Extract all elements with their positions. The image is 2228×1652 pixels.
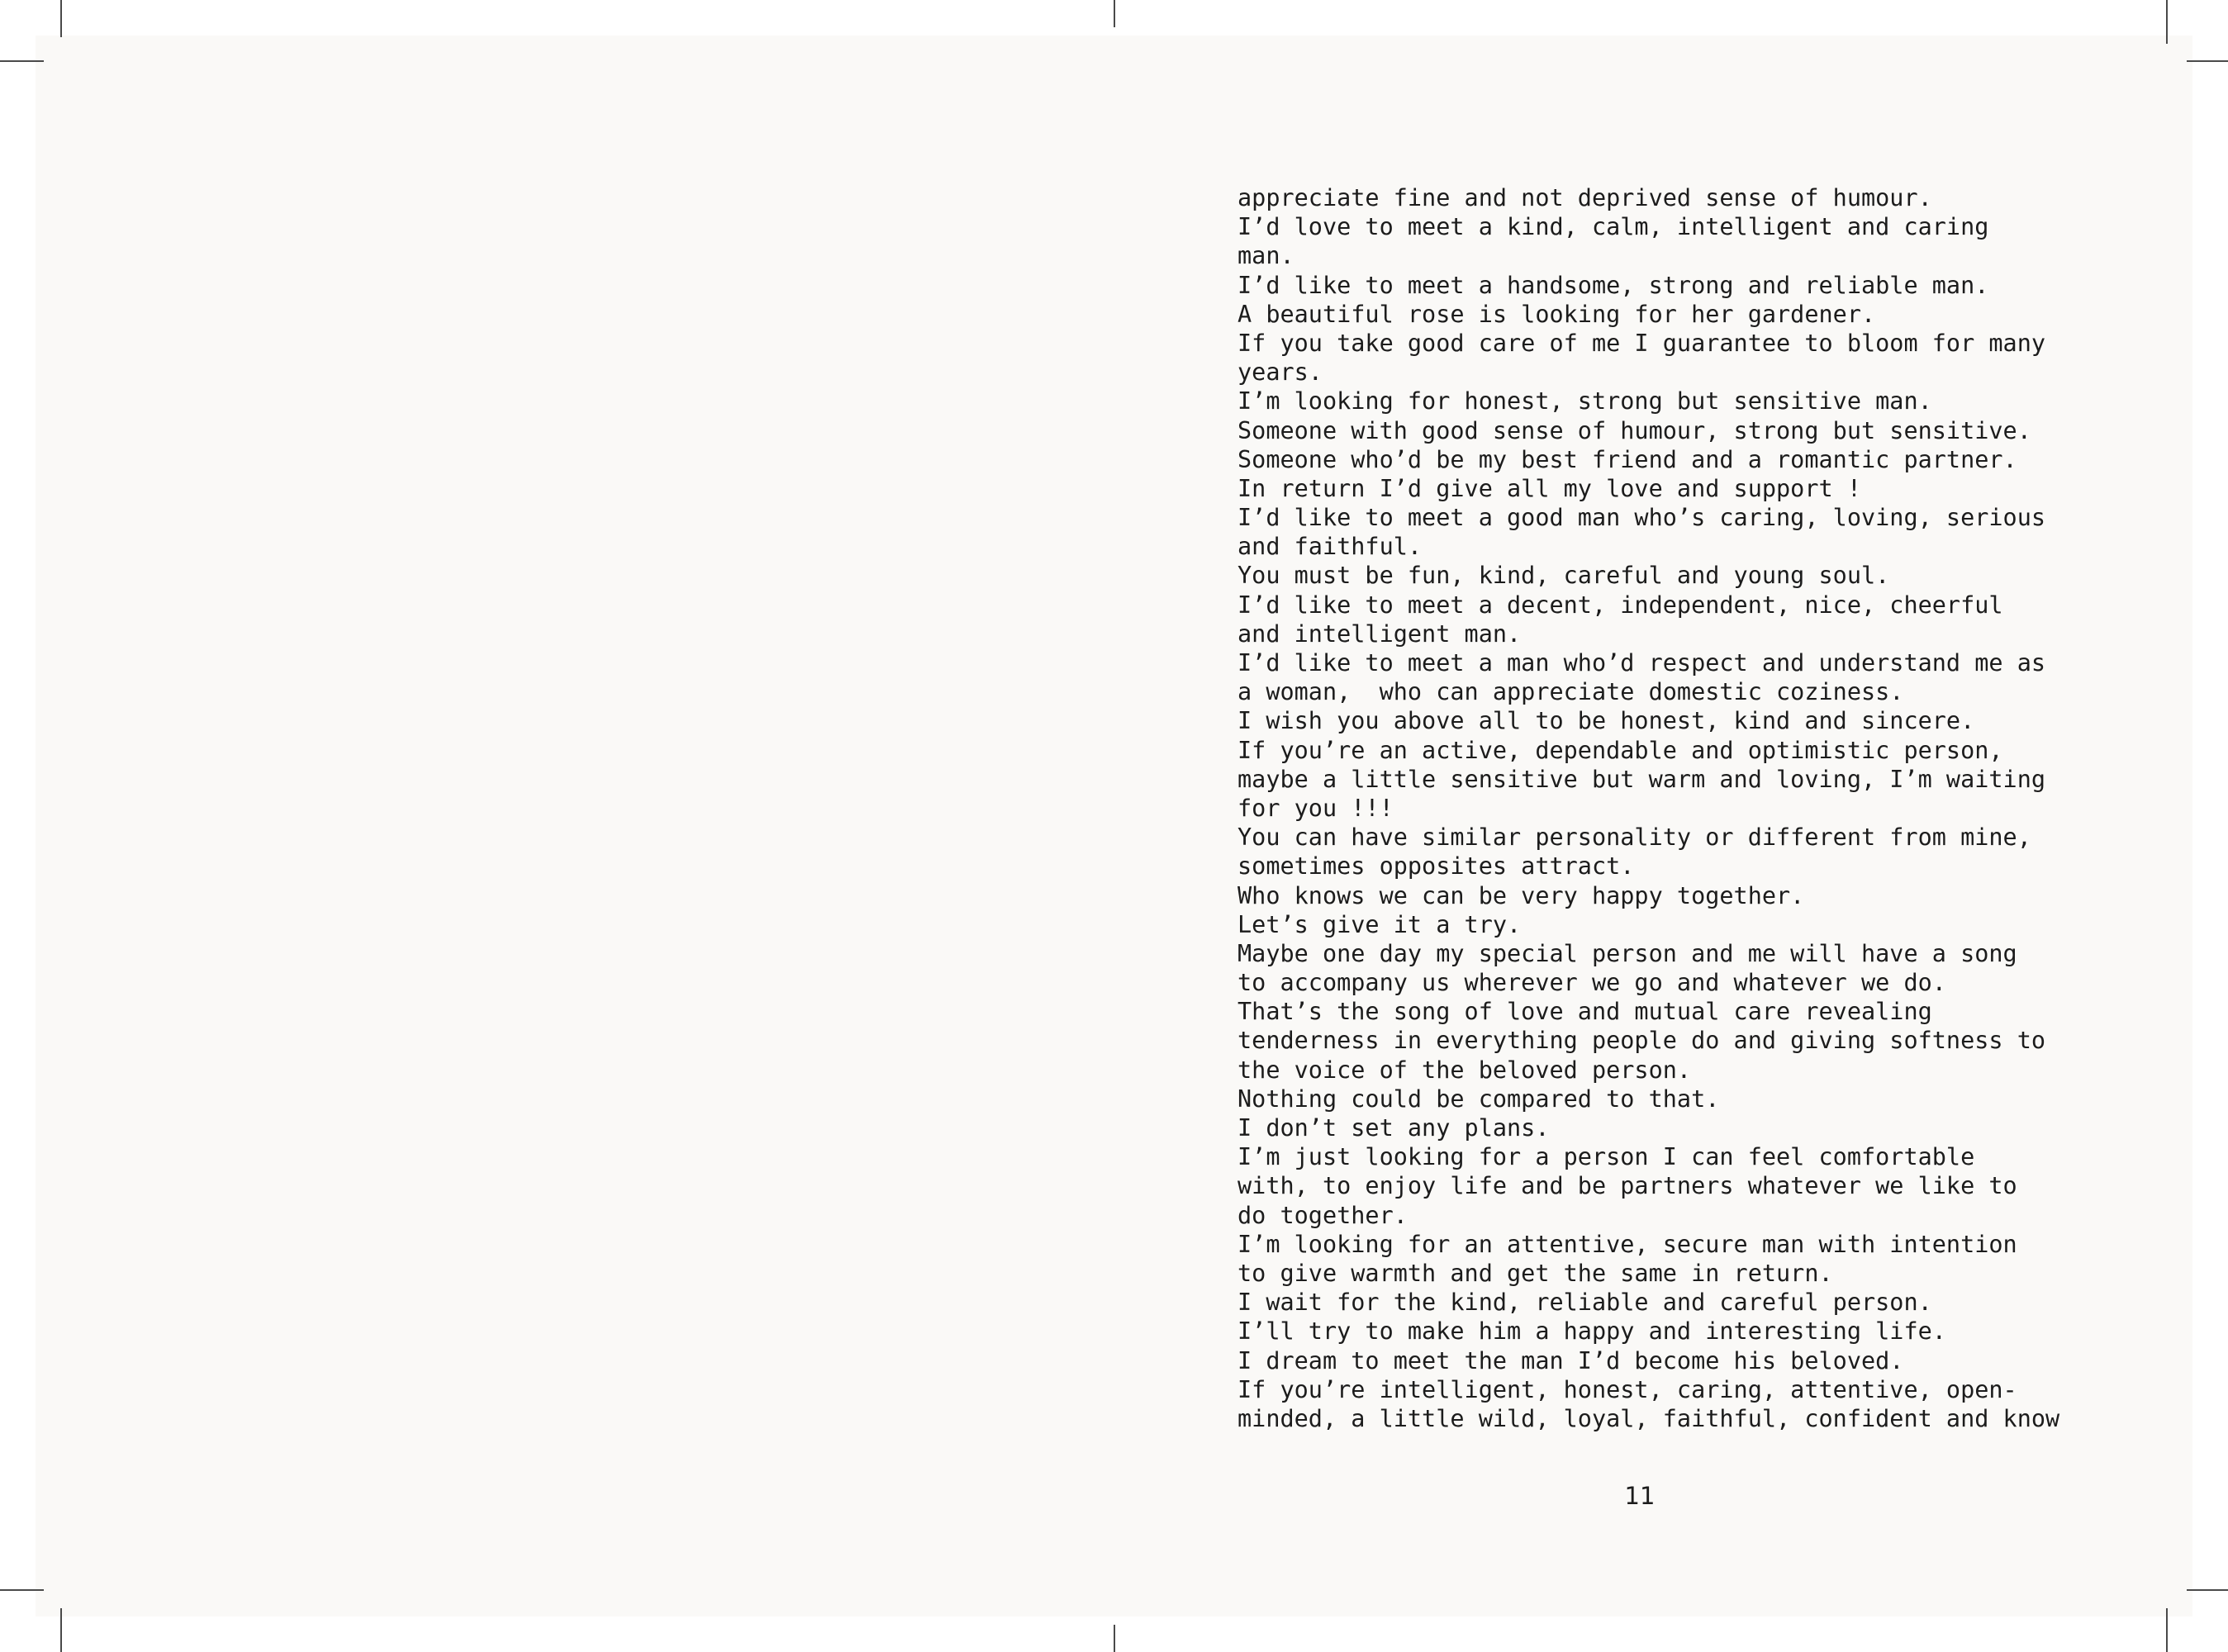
- text-line: a woman, who can appreciate domestic coziness.: [1238, 678, 1904, 706]
- text-line: Someone with good sense of humour, strong but sensitive.: [1238, 416, 2031, 444]
- text-line: I’d like to meet a man who’d respect and understand me as: [1238, 649, 2046, 676]
- text-line: If you take good care of me I guarantee to bloom for many: [1238, 329, 2046, 357]
- text-line: You must be fun, kind, careful and young soul.: [1238, 562, 1890, 590]
- crop-mark-top-right-horizontal: [2187, 60, 2228, 62]
- text-line: If you’re intelligent, honest, caring, attentive, open-: [1238, 1375, 2017, 1403]
- crop-mark-bottom-right-horizontal: [2187, 1589, 2228, 1591]
- text-line: Nothing could be compared to that.: [1238, 1085, 1720, 1113]
- crop-mark-top-right: [2166, 0, 2168, 44]
- text-line: to give warmth and get the same in return.: [1238, 1259, 1833, 1287]
- text-line: sometimes opposites attract.: [1238, 852, 1635, 881]
- text-line: I dream to meet the man I’d become his beloved.: [1238, 1346, 1904, 1374]
- crop-mark-top-left: [60, 0, 62, 37]
- text-line: minded, a little wild, loyal, faithful, confident and know: [1238, 1404, 2060, 1432]
- text-line: man.: [1238, 242, 1295, 270]
- text-line: I’m just looking for a person I can feel comfortable: [1238, 1143, 1975, 1171]
- text-line: I wait for the kind, reliable and careful person.: [1238, 1289, 1932, 1317]
- crop-mark-bottom-left: [60, 1608, 62, 1652]
- text-line: If you’re an active, dependable and optimistic person,: [1238, 736, 2003, 764]
- text-line: A beautiful rose is looking for her gardener.: [1238, 300, 1876, 328]
- crop-mark-top-left-horizontal: [0, 60, 44, 62]
- text-line: with, to enjoy life and be partners whatever we like to: [1238, 1172, 2017, 1200]
- crop-mark-bottom-left-horizontal: [0, 1589, 44, 1591]
- text-line: I don’t set any plans.: [1238, 1114, 1550, 1142]
- text-line: maybe a little sensitive but warm and loving, I’m waiting: [1238, 765, 2046, 793]
- crop-mark-bottom-right: [2166, 1608, 2168, 1652]
- text-line: the voice of the beloved person.: [1238, 1056, 1692, 1084]
- text-line: I’d love to meet a kind, calm, intelligent and caring: [1238, 213, 1989, 241]
- text-line: Maybe one day my special person and me will have a song: [1238, 939, 2017, 967]
- text-line: I’m looking for an attentive, secure man with intention: [1238, 1230, 2017, 1258]
- text-line: I’d like to meet a decent, independent, nice, cheerful: [1238, 591, 2003, 619]
- text-line: That’s the song of love and mutual care revealing: [1238, 998, 1932, 1026]
- text-line: I’m looking for honest, strong but sensitive man.: [1238, 387, 1932, 415]
- body-text: [1238, 183, 2064, 1433]
- text-line: Who knows we can be very happy together.: [1238, 881, 1805, 909]
- text-line: tenderness in everything people do and giving softness to: [1238, 1027, 2046, 1055]
- text-line: I’d like to meet a handsome, strong and reliable man.: [1238, 271, 1989, 299]
- text-line: Someone who’d be my best friend and a romantic partner.: [1238, 445, 2017, 473]
- text-line: In return I’d give all my love and support !: [1238, 474, 1861, 502]
- crop-mark-top-center: [1114, 0, 1115, 27]
- text-line: do together.: [1238, 1201, 1408, 1229]
- text-line: to accompany us wherever we go and whatever we do.: [1238, 969, 1946, 997]
- text-line: years.: [1238, 358, 1323, 387]
- text-line: I’ll try to make him a happy and interesting life.: [1238, 1317, 1946, 1346]
- text-line: appreciate fine and not deprived sense of humour.: [1238, 184, 1932, 211]
- text-line: and faithful.: [1238, 533, 1423, 561]
- page-number: 11: [1624, 1482, 1656, 1510]
- text-line: I wish you above all to be honest, kind and sincere.: [1238, 707, 1975, 735]
- text-line: Let’s give it a try.: [1238, 910, 1522, 938]
- text-line: I’d like to meet a good man who’s caring, loving, serious: [1238, 504, 2046, 532]
- text-line: and intelligent man.: [1238, 620, 1522, 648]
- text-line: for you !!!: [1238, 794, 1394, 822]
- text-line: You can have similar personality or different from mine,: [1238, 824, 2031, 852]
- crop-mark-bottom-center: [1114, 1625, 1115, 1652]
